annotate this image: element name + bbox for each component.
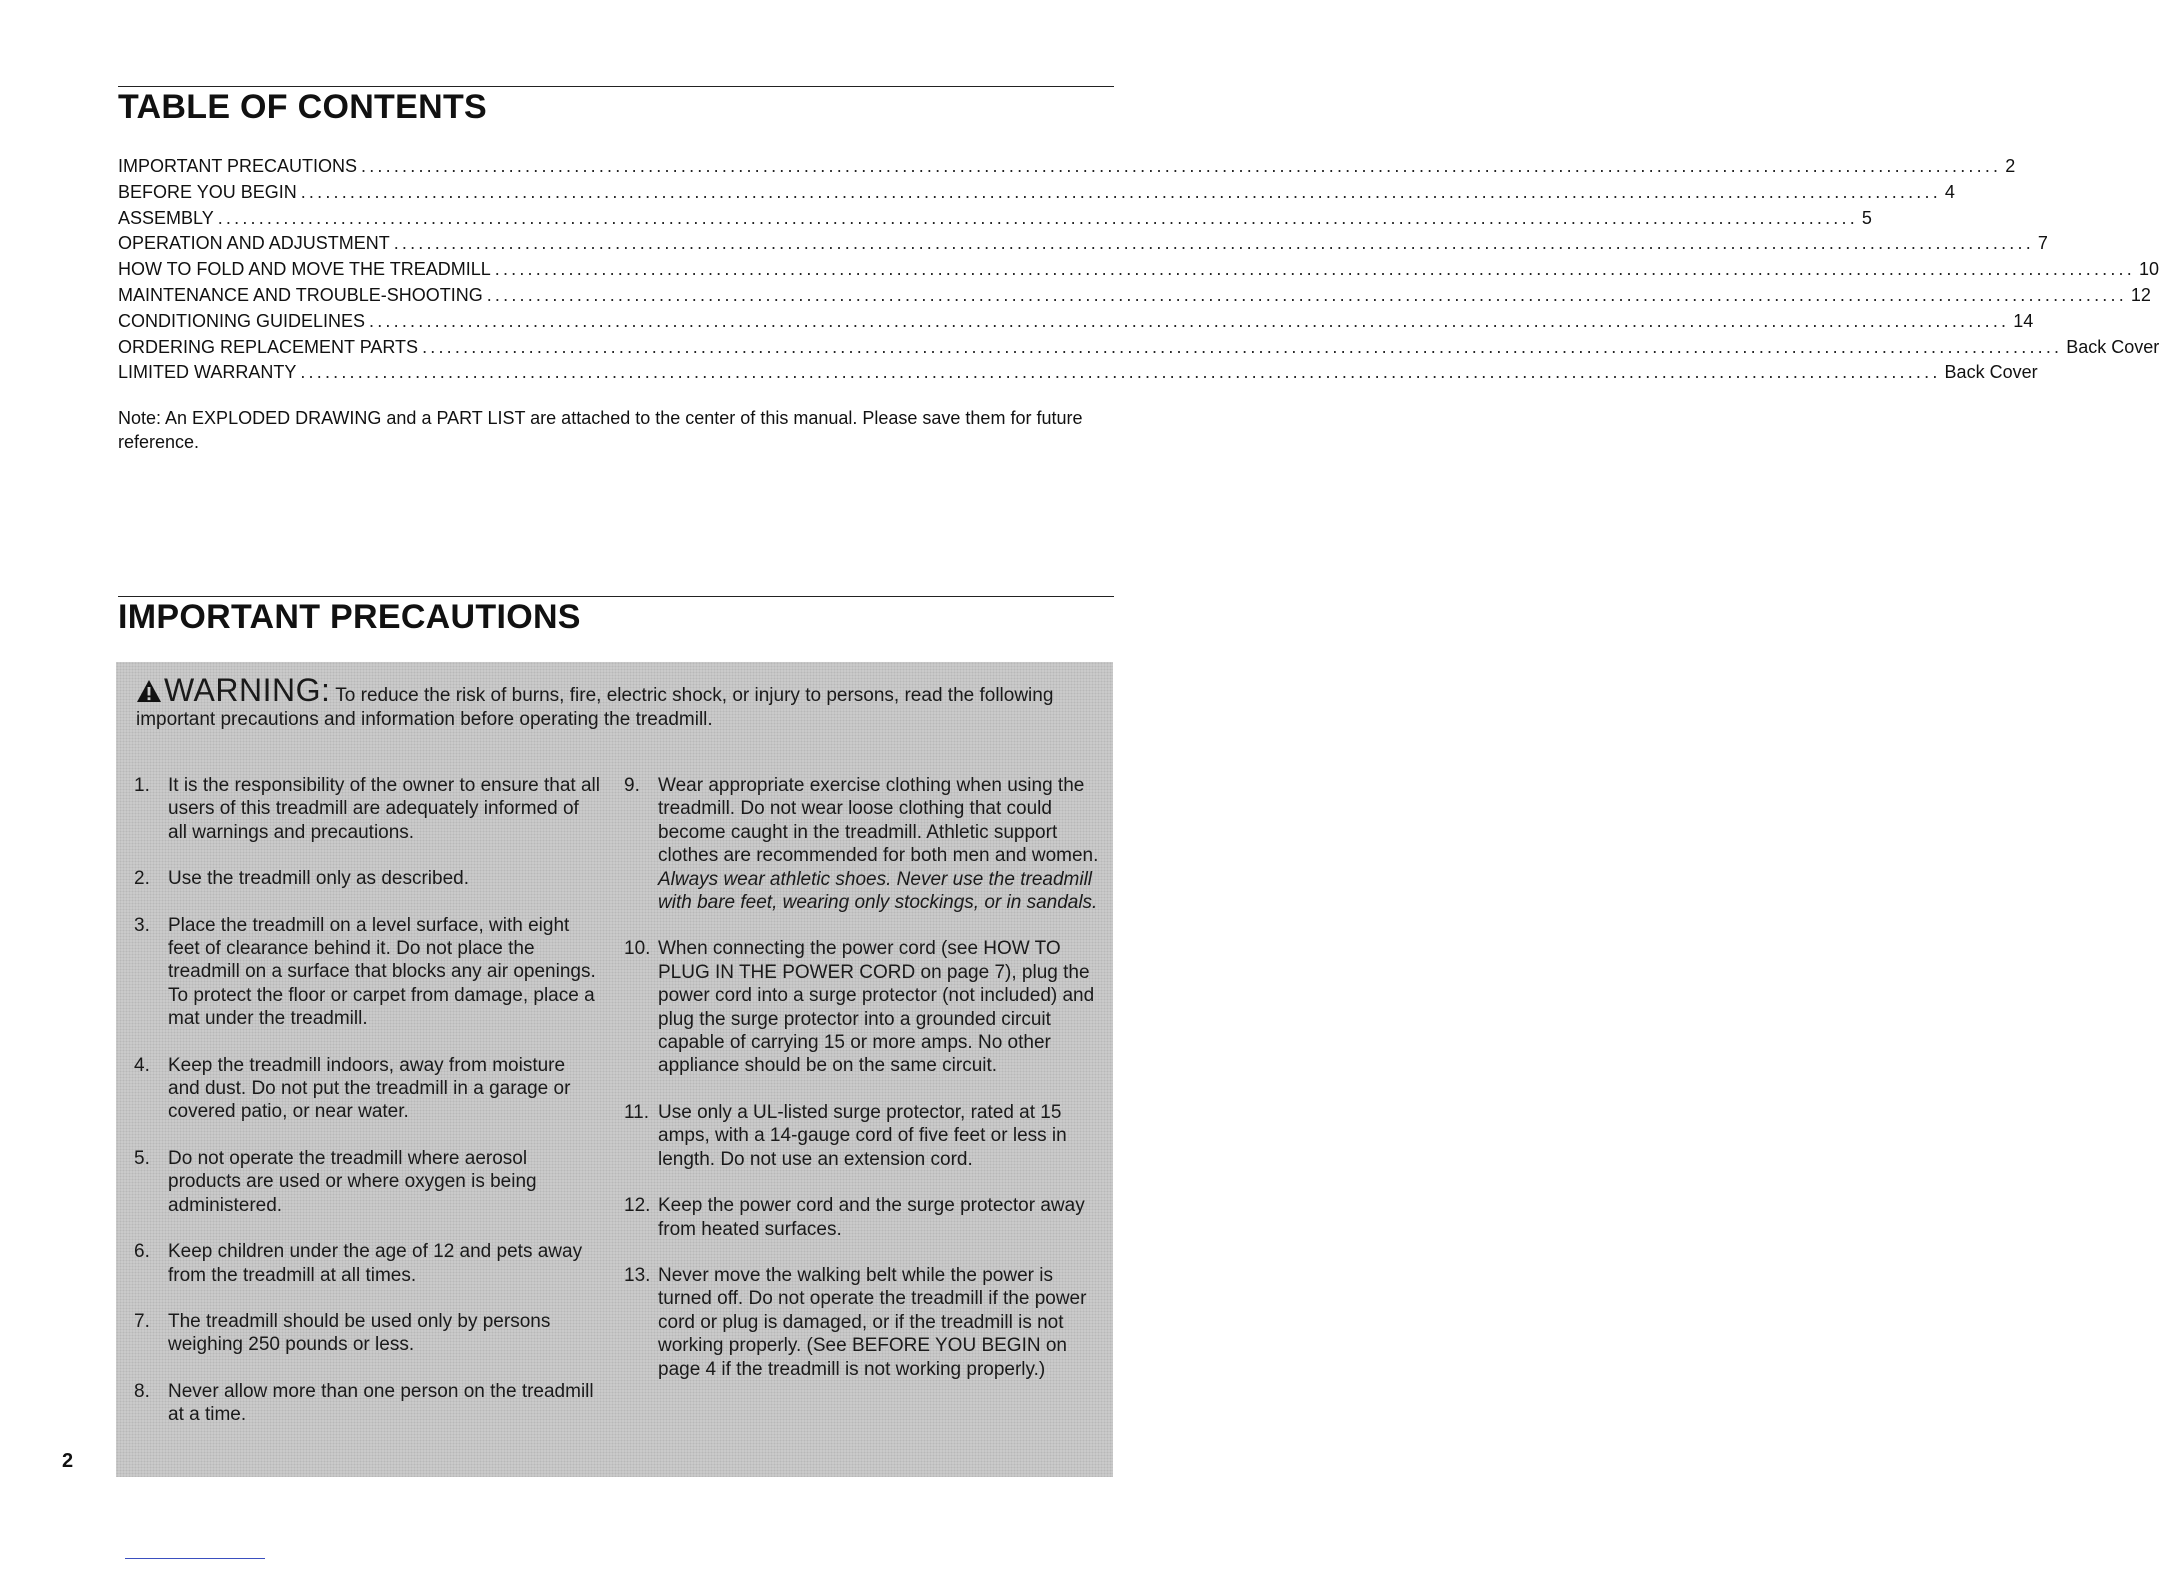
toc-top-rule — [118, 86, 1114, 87]
toc-entry-title: OPERATION AND ADJUSTMENT — [118, 233, 390, 254]
toc-leader-dots: ........................................................................................................................................................................................................ — [361, 156, 2002, 176]
toc-entry-title: LIMITED WARRANTY — [118, 362, 297, 383]
precaution-text — [658, 774, 1100, 914]
precaution-number: 2. — [134, 868, 150, 890]
warning-label: WARNING: — [164, 672, 331, 708]
precautions-left-column — [134, 774, 600, 1427]
precaution-number: 3. — [134, 914, 150, 936]
toc-heading: TABLE OF CONTENTS — [118, 88, 488, 126]
toc-leader-dots: ........................................................................................................................................................................................................ — [422, 336, 2063, 357]
precaution-number: 12. — [624, 1195, 651, 1217]
precaution-item — [134, 1380, 600, 1427]
precautions-right-column — [624, 774, 1100, 1381]
precaution-number: 7. — [134, 1310, 150, 1332]
precaution-text: Place the treadmill on a level surface, with eight feet of clearance behind it. Do not place the treadmill on a surface that blocks any air openings. To protect the floor or carpet from damage, place a mat under the treadmill. — [168, 914, 596, 1030]
precaution-text: Use the treadmill only as described. — [168, 868, 469, 890]
toc-list — [118, 156, 2159, 388]
precaution-text: Never move the walking belt while the power is turned off. Do not operate the treadmill if the power cord or plug is damaged, or if the treadmill is not working properly. (See BEFORE YOU BEGIN on page 4 if the treadmill is not working properly.) — [658, 1264, 1087, 1380]
precaution-item — [624, 1264, 1100, 1381]
toc-entry — [118, 259, 2159, 285]
precaution-text: Keep children under the age of 12 and pets away from the treadmill at all times. — [168, 1241, 583, 1286]
precaution-text: It is the responsibility of the owner to ensure that all users of this treadmill are adequately informed of all warnings and precautions. — [168, 775, 600, 843]
precaution-item — [134, 1310, 600, 1357]
precaution-item — [624, 774, 1100, 914]
toc-entry-title: MAINTENANCE AND TROUBLE-SHOOTING — [118, 284, 483, 305]
precaution-item — [134, 1054, 600, 1124]
precaution-text: The treadmill should be used only by persons weighing 250 pounds or less. — [168, 1310, 551, 1356]
toc-entry — [118, 362, 2038, 388]
precaution-number: 1. — [134, 775, 150, 796]
toc-leader-dots: ........................................................................................................................................................................................................ — [393, 233, 2034, 254]
precaution-text: Never allow more than one person on the treadmill at a time. — [168, 1380, 594, 1426]
toc-entry-title: BEFORE YOU BEGIN — [118, 181, 297, 202]
precaution-item — [624, 1194, 1100, 1241]
precaution-item — [134, 774, 600, 844]
toc-entry — [118, 233, 2048, 259]
toc-entry-title: HOW TO FOLD AND MOVE THE TREADMILL — [118, 259, 491, 280]
precaution-number: 13. — [624, 1264, 651, 1286]
warning-header — [136, 672, 1096, 732]
toc-entry — [118, 284, 2151, 311]
precaution-number: 10. — [624, 938, 651, 960]
toc-entry-page: 4 — [1944, 181, 1955, 202]
toc-entry-page: 5 — [1861, 207, 1872, 228]
precaution-item — [134, 914, 600, 1031]
toc-entry — [118, 156, 2016, 182]
precaution-item — [134, 1240, 600, 1287]
precaution-number: 11. — [624, 1101, 650, 1123]
toc-leader-dots: ........................................................................................................................................................................................................ — [494, 259, 2135, 280]
toc-entry-title: IMPORTANT PRECAUTIONS — [118, 156, 358, 176]
toc-entry-page: 14 — [2013, 310, 2034, 331]
precaution-text-plain: Wear appropriate exercise clothing when using the treadmill. Do not wear loose clothing that could become caught in the treadmill. Athletic support clothes are recommended for both men and women. — [658, 775, 1099, 867]
precaution-text: Keep the treadmill indoors, away from moisture and dust. Do not put the treadmill in a garage or covered patio, or near water. — [168, 1054, 571, 1123]
precaution-item — [134, 867, 600, 890]
toc-leader-dots: ........................................................................................................................................................................................................ — [486, 284, 2127, 305]
precautions-heading: IMPORTANT PRECAUTIONS — [118, 598, 581, 636]
toc-entry-page: Back Cover — [1944, 362, 2038, 383]
page-number: 2 — [62, 1450, 74, 1472]
toc-entry-page: 2 — [2005, 156, 2016, 176]
precaution-item — [624, 1101, 1100, 1171]
toc-entry — [118, 310, 2034, 337]
warning-text: To reduce the risk of burns, fire, electric shock, or injury to persons, read the following important precautions and information before operating the treadmill. — [136, 685, 1054, 730]
precaution-number: 6. — [134, 1241, 150, 1263]
footer-line — [125, 1558, 265, 1559]
toc-entry-page: 7 — [2037, 233, 2048, 254]
precaution-item — [624, 937, 1100, 1077]
precaution-number: 8. — [134, 1380, 150, 1402]
precaution-number: 5. — [134, 1147, 150, 1169]
toc-entry — [118, 181, 1955, 208]
precaution-item — [134, 1147, 600, 1217]
toc-entry-page: 12 — [2130, 284, 2151, 305]
toc-leader-dots: ........................................................................................................................................................................................................ — [369, 310, 2010, 331]
toc-entry-page: 10 — [2138, 259, 2159, 280]
precaution-text: Use only a UL-listed surge protector, rated at 15 amps, with a 14-gauge cord of five feet or less in length. Do not use an extension cord. — [658, 1101, 1067, 1170]
precaution-text: When connecting the power cord (see HOW TO PLUG IN THE POWER CORD on page 7), plug the power cord into a surge protector (not included) and plug the surge protector into a grounded circuit capable of carrying 15 or more amps. No other appliance should be on the same circuit. — [658, 938, 1095, 1077]
toc-entry-title: ORDERING REPLACEMENT PARTS — [118, 336, 419, 357]
toc-leader-dots: ........................................................................................................................................................................................................ — [300, 362, 1941, 383]
warning-triangle-icon — [136, 679, 162, 703]
precautions-top-rule — [118, 596, 1114, 597]
toc-entry-title: CONDITIONING GUIDELINES — [118, 310, 366, 331]
toc-entry-title: ASSEMBLY — [118, 207, 214, 228]
toc-entry — [118, 207, 1872, 234]
toc-entry-page: Back Cover — [2066, 336, 2159, 357]
precaution-text: Keep the power cord and the surge protector away from heated surfaces. — [658, 1195, 1085, 1240]
toc-entry — [118, 336, 2159, 363]
toc-leader-dots: ........................................................................................................................................................................................................ — [217, 207, 1858, 228]
precaution-text: Do not operate the treadmill where aerosol products are used or where oxygen is being administered. — [168, 1147, 537, 1216]
toc-note: Note: An EXPLODED DRAWING and a PART LIST are attached to the center of this manual. Please save them for future reference. — [118, 408, 1083, 452]
toc-leader-dots: ........................................................................................................................................................................................................ — [300, 181, 1941, 202]
precaution-number: 9. — [624, 775, 640, 796]
precaution-number: 4. — [134, 1054, 150, 1076]
precaution-text-italic: Always wear athletic shoes. Never use the treadmill with bare feet, wearing only stockings, or in sandals. — [658, 868, 1098, 914]
warning-box — [116, 662, 1113, 1477]
